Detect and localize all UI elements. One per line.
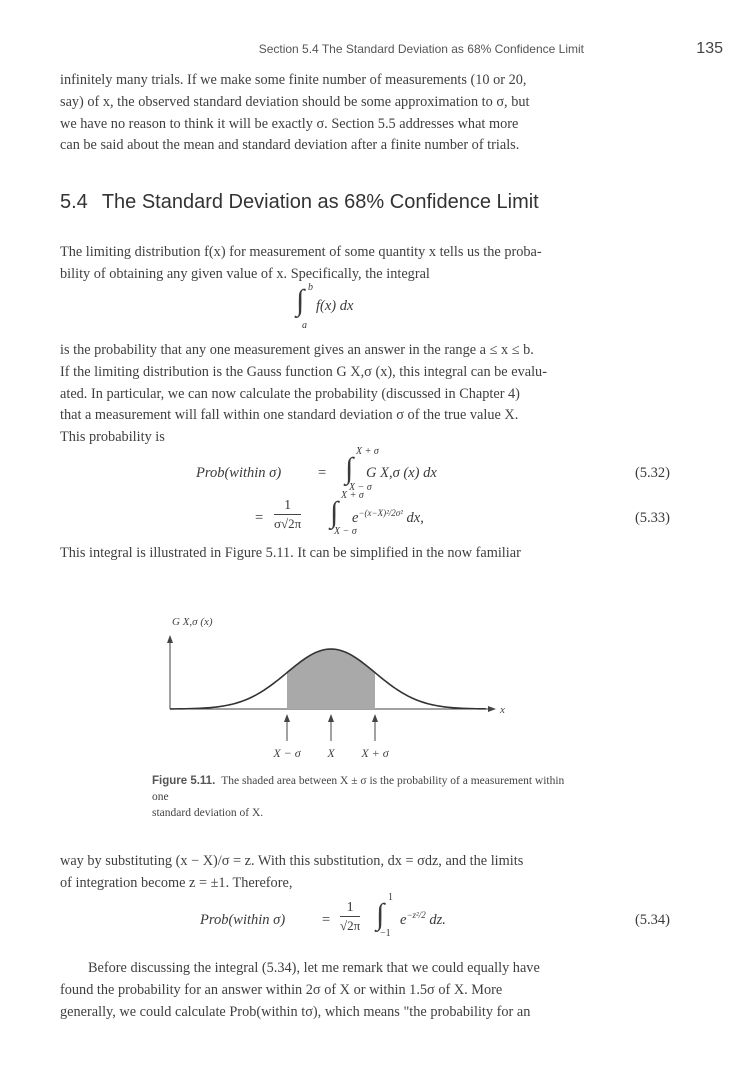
equation-number: (5.34): [634, 912, 670, 928]
numerator: 1: [274, 498, 301, 515]
integral-equation: [296, 282, 436, 336]
section-number: 5.4: [60, 191, 88, 213]
integrand: [352, 508, 424, 527]
equals-sign: =: [318, 465, 327, 481]
x-axis-arrow-icon: [488, 706, 496, 712]
gauss-plot: [150, 613, 510, 763]
text-line: ated. In particular, we can now calculate the probability (discussed in Chapter 4): [60, 385, 520, 402]
text-line: of integration become z = ±1. Therefore,: [60, 874, 293, 891]
arrow-up-icon: [328, 714, 334, 722]
differential: dz.: [425, 911, 446, 928]
equals-sign: =: [255, 510, 264, 526]
text-line: that a measurement will fall within one standard deviation σ of the true value X.: [60, 407, 519, 424]
equation-5-32: [196, 446, 496, 493]
lower-limit: −1: [380, 928, 391, 939]
figure-5-11: [150, 613, 510, 763]
integrand: G X,σ (x) dx: [366, 465, 437, 481]
text-line: This probability is: [60, 429, 165, 446]
running-head: Section 5.4 The Standard Deviation as 68% Confidence Limit: [258, 42, 584, 56]
text-line: infinitely many trials. If we make some finite number of measurements (10 or 20,: [60, 72, 527, 88]
lower-limit: X − σ: [334, 526, 357, 537]
lower-limit: a: [302, 320, 307, 331]
page-number: 135: [696, 40, 723, 57]
y-axis-arrow-icon: [167, 635, 173, 643]
caption-line: The shaded area between X ± σ is the probability of a measurement within one: [152, 775, 565, 803]
denominator: √2π: [340, 918, 361, 933]
upper-limit: 1: [388, 892, 393, 903]
arrow-up-icon: [372, 714, 378, 722]
figure-caption: [152, 773, 572, 821]
numerator: 1: [340, 900, 360, 917]
text-line: bility of obtaining any given value of x. Specifically, the integral: [60, 265, 430, 282]
equation-number: (5.33): [634, 510, 670, 526]
integral-sign: ∫: [376, 898, 385, 931]
upper-limit: X + σ: [341, 490, 364, 501]
fraction: [274, 498, 301, 532]
marker-plus-sigma: [360, 714, 389, 760]
section-title: The Standard Deviation as 68% Confidence Limit: [101, 191, 539, 213]
exp-base: e: [352, 509, 359, 526]
text-line: generally, we could calculate Prob(within tσ), which means "the probability for an: [60, 1003, 531, 1020]
page-header: [0, 40, 729, 60]
text-line: If the limiting distribution is the Gauss function G X,σ (x), this integral can be evalu-: [60, 363, 547, 380]
upper-limit: X + σ: [356, 446, 379, 457]
exp-base: e: [400, 911, 407, 928]
text-line: say) of x, the observed standard deviation should be some approximation to σ, but: [60, 93, 530, 110]
paragraph: [60, 851, 670, 895]
x-axis-label: x: [500, 704, 505, 716]
integrand: [400, 910, 446, 929]
paragraph: [60, 543, 670, 565]
caption-label: Figure 5.11.: [152, 775, 216, 787]
section-heading: [60, 191, 670, 214]
integral-sign: ∫: [330, 496, 339, 529]
marker-label: X + σ: [361, 746, 389, 760]
text-line: way by substituting (x − X)/σ = z. With this substitution, dx = σdz, and the limits: [60, 853, 524, 869]
fraction: [340, 900, 360, 934]
equation-5-34: [200, 892, 520, 944]
paragraph: [60, 242, 670, 286]
text-line: found the probability for an answer within 2σ of X or within 1.5σ of X. More: [60, 981, 503, 998]
paragraph: [60, 340, 670, 449]
arrow-up-icon: [284, 714, 290, 722]
equation-lhs: Prob(within σ): [196, 465, 282, 481]
integral-sign: ∫: [345, 452, 354, 485]
denominator: σ√2π: [274, 516, 302, 531]
shaded-area: [287, 649, 375, 709]
paragraph: [60, 958, 670, 1023]
text-line: can be said about the mean and standard deviation after a finite number of trials.: [60, 137, 520, 154]
integral-sign: ∫: [296, 284, 305, 317]
equation-number: (5.32): [634, 465, 670, 481]
marker-minus-sigma: [272, 714, 301, 760]
text-line: is the probability that any one measurement gives an answer in the range a ≤ x ≤ b.: [60, 342, 534, 358]
y-axis-label: G X,σ (x): [172, 616, 213, 628]
equals-sign: =: [322, 912, 331, 928]
equation-lhs: Prob(within σ): [200, 912, 286, 928]
text-line: This integral is illustrated in Figure 5.11. It can be simplified in the now familiar: [60, 545, 521, 561]
caption-line: standard deviation of X.: [152, 807, 264, 819]
exponent: −(x−X)²/2σ²: [358, 508, 403, 518]
marker-label: X: [327, 746, 335, 760]
exponent: −z²/2: [406, 910, 426, 920]
text-line: The limiting distribution f(x) for measurement of some quantity x tells us the proba-: [60, 244, 542, 260]
marker-label: X − σ: [273, 746, 301, 760]
text-line: we have no reason to think it will be exactly σ. Section 5.5 addresses what more: [60, 115, 519, 132]
intro-paragraph: [60, 70, 670, 157]
integrand: f(x) dx: [316, 298, 354, 314]
text-line: Before discussing the integral (5.34), let me remark that we could equally have: [88, 960, 540, 976]
differential: dx,: [402, 509, 424, 526]
lower-limit: X − σ: [349, 482, 372, 493]
marker-mean: [326, 714, 335, 760]
upper-limit: b: [308, 282, 313, 293]
